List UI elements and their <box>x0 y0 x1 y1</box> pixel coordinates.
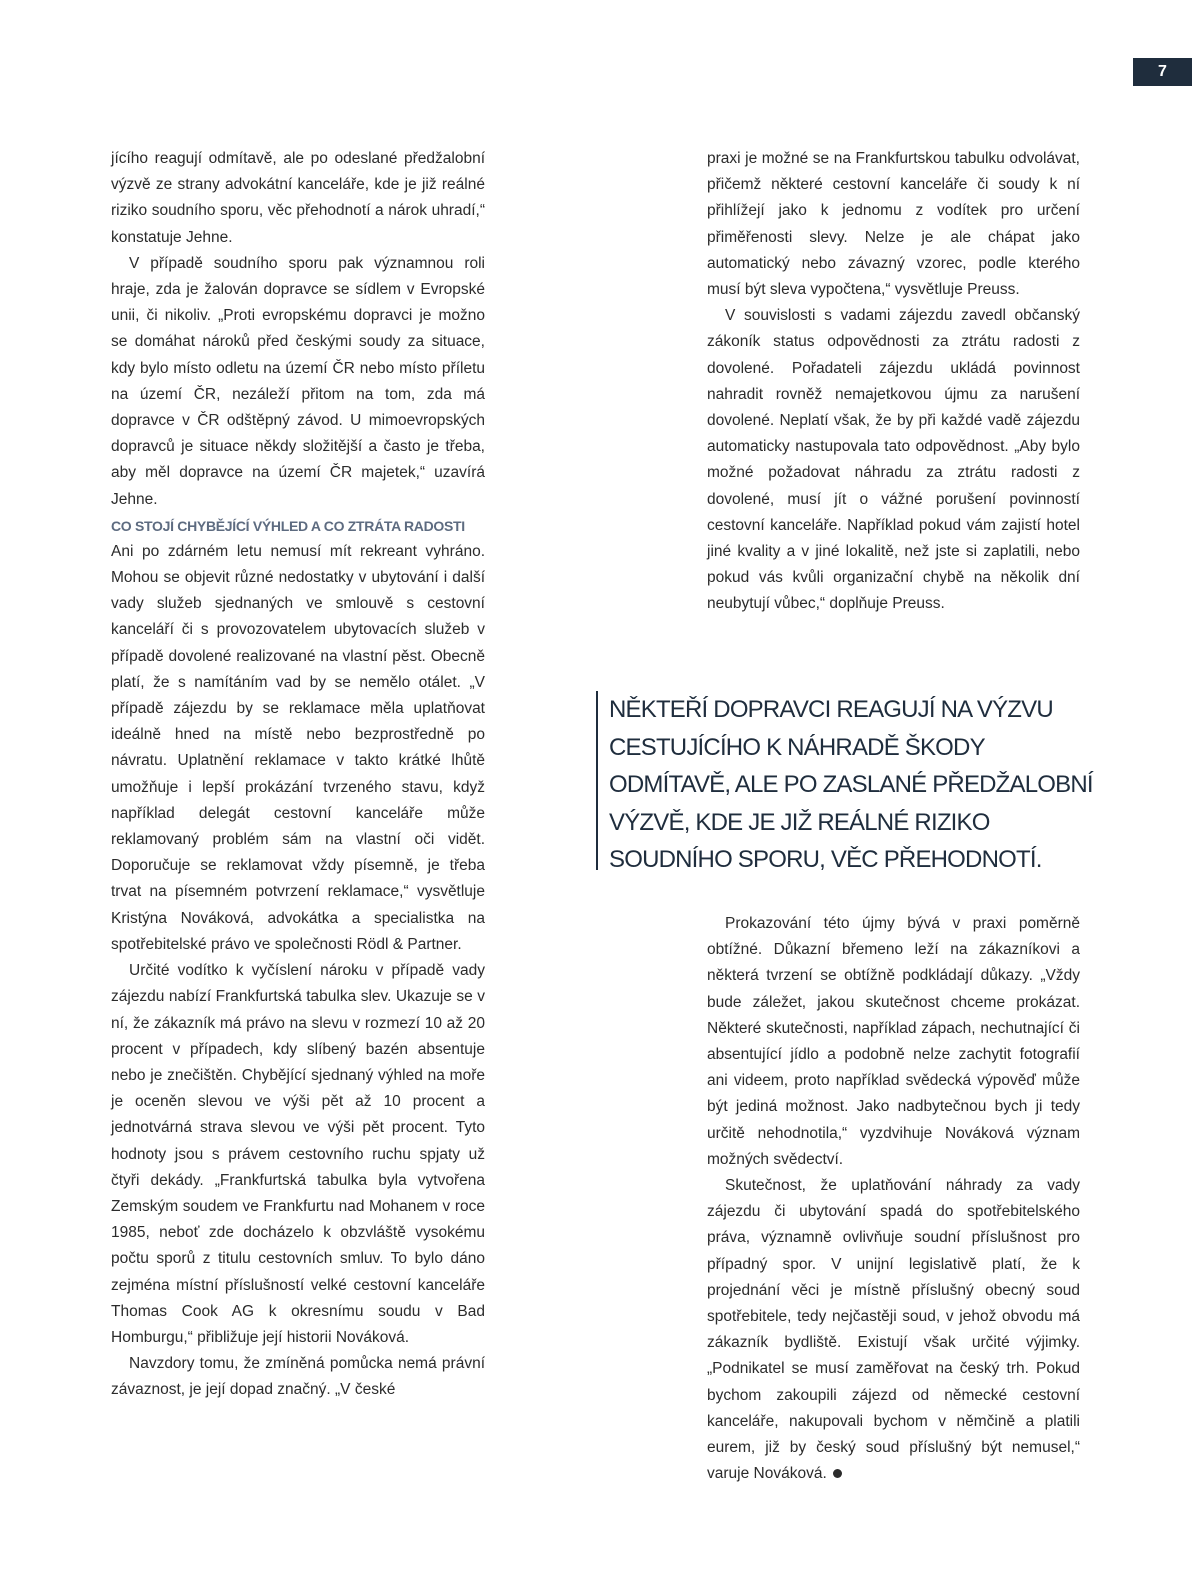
paragraph: Ani po zdárném letu nemusí mít rekreant vyhráno. Mohou se objevit různé nedostatky v ubytování i další vady služeb sjednaných ve smlouvě s cestovní kanceláří či s provozovatelem ubytovacích služeb v případě dovolené realizované na vlastní pěst. Obecně platí, že s namítáním vad by se nemělo otálet. „V případě zájezdu by se reklamace měla uplatňovat ideálně hned na místě nebo bezprostředně po návratu. Uplatnění reklamace v takto krátké lhůtě umožňuje i lepší prokázání tvrzeného stavu, když například delegát cestovní kanceláře může reklamovaný problém sám na vlastní oči vidět. Doporučuje se reklamovat vždy písemně, je třeba trvat na písemném potvrzení reklamace,“ vysvětluje Kristýna Nováková, advokátka a specialistka na spotřebitelské právo ve společnosti Rödl & Partner. <box>111 542 485 953</box>
pull-quote-line: ODMÍTAVĚ, ALE PO ZASLANÉ PŘEDŽALOBNÍ <box>609 771 1093 798</box>
end-mark-icon <box>833 1469 842 1478</box>
paragraph: V případě soudního sporu pak významnou roli hraje, zda je žalován dopravce se sídlem v Evropské unii, či nikoliv. „Proti evropskému dopravci je možno se domáhat nároků před českými soudy za situace, kdy bylo místo odletu na území ČR nebo místo příletu na území ČR, nezáleží přitom na tom, zda má dopravce v ČR odštěpný závod. U mimoevropských dopravců je situace někdy složitější a často je třeba, aby měl dopravce na území ČR majetek,“ uzavírá Jehne. <box>111 254 485 508</box>
paragraph: jícího reagují odmítavě, ale po odeslané předžalobní výzvě ze strany advokátní kanceláře, kde je již reálné riziko soudního sporu, věc přehodnotí a nárok uhradí,“ konstatuje Jehne. <box>111 150 485 246</box>
paragraph-text: Skutečnost, že uplatňování náhrady za vady zájezdu či ubytování spadá do spotřebitelského práva, významně ovlivňuje soudní příslušnost pro případný spor. V unijní legislativě platí, že k projednání věci je místně příslušný obecný soud spotřebitele, tedy nejčastěji soud, v jehož obvodu má zákazník bydliště. Existují však určité výjimky. „Podnikatel se musí zaměřovat na český trh. Pokud bychom zakoupili zájezd od německé cestovní kanceláře, nakupovali bychom v němčině a platili eurem, již by český soud příslušný být nemusel,“ varuje Nováková. <box>707 1177 1080 1483</box>
right-column-bottom <box>707 911 1080 1487</box>
paragraph: Prokazování této újmy bývá v praxi poměrně obtížné. Důkazní břemeno leží na zákazníkovi a některá tvrzení se obtížně podkládají důkazy. „Vždy bude záležet, jakou skutečnost chceme prokázat. Některé skutečnosti, například zápach, nechutnající či absentující jídlo a podobně nelze zachytit fotografií ani videem, proto například svědecká výpověď může být jediná možnost. Jako nadbytečnou bych ji tedy určitě nehodnotila,“ vyzdvihuje Nováková význam možných svědectví. <box>707 915 1080 1168</box>
pull-quote <box>596 691 1093 873</box>
pull-quote-line: CESTUJÍCÍHO K NÁHRADĚ ŠKODY <box>609 733 985 761</box>
paragraph: praxi je možné se na Frankfurtskou tabulku odvolávat, přičemž některé cestovní kanceláře či soudy k ní přihlížejí jako k jednomu z vodítek pro určení přiměřenosti slevy. Nelze je ale chápat jako automatický nebo závazný vzorec, podle kterého musí být sleva vypočtena,“ vysvětluje Preuss. <box>707 150 1080 299</box>
paragraph: Určité vodítko k vyčíslení nároku v případě vady zájezdu nabízí Frankfurtská tabulka slev. Ukazuje se v ní, že zákazník má právo na slevu v rozmezí 10 až 20 procent v případech, kdy slíbený bazén absentuje nebo je znečištěn. Chybějící sjednaný výhled na moře je oceněn slevou ve výši pět až 10 procent a jednotvárná strava slevou ve výši pět procent. Tyto hodnoty jsou s právem cestovního ruchu spjaty už čtyři dekády. „Frankfurtská tabulka byla vytvořena Zemským soudem ve Frankfurtu nad Mohanem v roce 1985, neboť zde docházelo k obzvláště vysokému počtu sporů z titulu cestovních smluv. To bylo dáno zejména místní příslušností velké cestovní kanceláře Thomas Cook AG k okresnímu soudu v Bad Homburgu,“ přibližuje její historii Nováková. <box>111 962 485 1346</box>
pull-quote-line: NĚKTEŘÍ DOPRAVCI REAGUJÍ NA VÝZVU <box>609 696 1053 723</box>
paragraph: Navzdory tomu, že zmíněná pomůcka nemá právní závaznost, je její dopad značný. „V české <box>111 1355 485 1399</box>
left-column <box>111 146 485 1404</box>
pull-quote-line: VÝZVĚ, KDE JE JIŽ REÁLNÉ RIZIKO <box>609 808 990 836</box>
section-heading: CO STOJÍ CHYBĚJÍCÍ VÝHLED A CO ZTRÁTA RADOSTI <box>111 517 465 534</box>
paragraph <box>707 1173 1080 1487</box>
paragraph: V souvislosti s vadami zájezdu zavedl občanský zákoník status odpovědnosti za ztrátu radosti z dovolené. Pořadateli zájezdu ukládá povinnost nahradit rovněž nemajetkovou újmu za narušení dovolené. Neplatí však, že by při každé vadě zájezdu automaticky nastupovala tato odpovědnost. „Aby bylo možné požadovat náhradu za ztrátu radosti z dovolené, musí jít o vážné porušení povinností cestovní kanceláře. Například pokud vám zajistí hotel jiné kvality a v jiné lokalitě, než jste si zaplatili, nebo pokud vás kvůli organizační chybě na několik dní neubytují vůbec,“ doplňuje Preuss. <box>707 307 1080 613</box>
right-column-top <box>707 146 1080 618</box>
page-number: 7 <box>1133 58 1192 86</box>
pull-quote-line: SOUDNÍHO SPORU, VĚC PŘEHODNOTÍ. <box>609 846 1042 873</box>
